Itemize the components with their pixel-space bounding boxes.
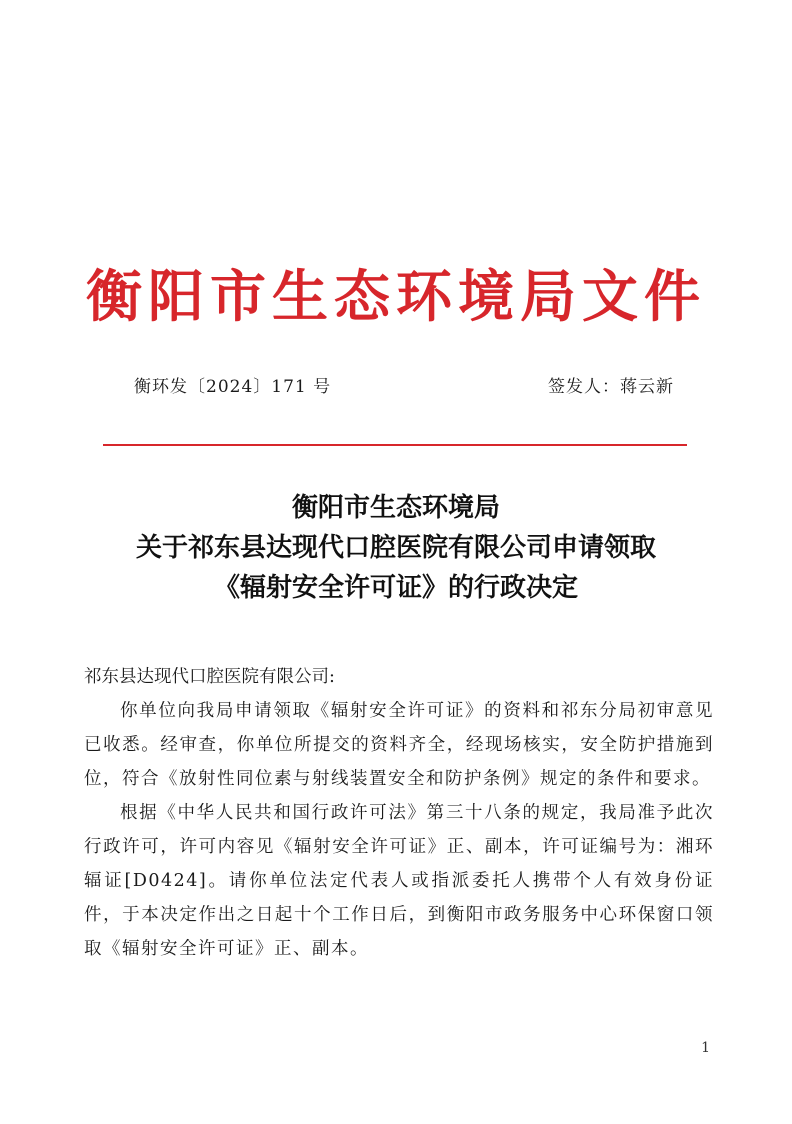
body-paragraph-2: 根据《中华人民共和国行政许可法》第三十八条的规定，我局准予此次行政许可，许可内容见《辐射安全许可证》正、副本，许可证编号为：湘环辐证[D0424]。请你单位法定代表人或指派委托人携带个人有效身份证件，于本决定作出之日起十个工作日后，到衡阳市政务服务中心环保窗口领取《辐射安全许可证》正、副本。 (84, 803, 714, 959)
decision-title-line-1: 衡阳市生态环境局 (291, 493, 500, 523)
decision-title-line-2: 关于祁东县达现代口腔医院有限公司申请领取 (135, 533, 656, 563)
signer: 签发人：蒋云新 (548, 377, 674, 397)
body-paragraph-1: 你单位向我局申请领取《辐射安全许可证》的资料和祁东分局初审意见已收悉。经审查，你单位所提交的资料齐全，经现场核实，安全防护措施到位，符合《放射性同位素与射线装置安全和防护条例》规定的条件和要求。 (84, 701, 714, 789)
agency-document-header: 衡阳市生态环境局文件 (86, 264, 706, 330)
red-divider-line (103, 444, 687, 446)
document-body (84, 660, 714, 966)
document-number: 衡环发〔2024〕171 号 (134, 377, 332, 397)
salutation: 祁东县达现代口腔医院有限公司: (84, 667, 335, 687)
document-meta-row (134, 374, 674, 400)
page-number: 1 (701, 1040, 710, 1056)
decision-title-line-3: 《辐射安全许可证》的行政决定 (213, 573, 578, 603)
decision-title (0, 488, 792, 608)
